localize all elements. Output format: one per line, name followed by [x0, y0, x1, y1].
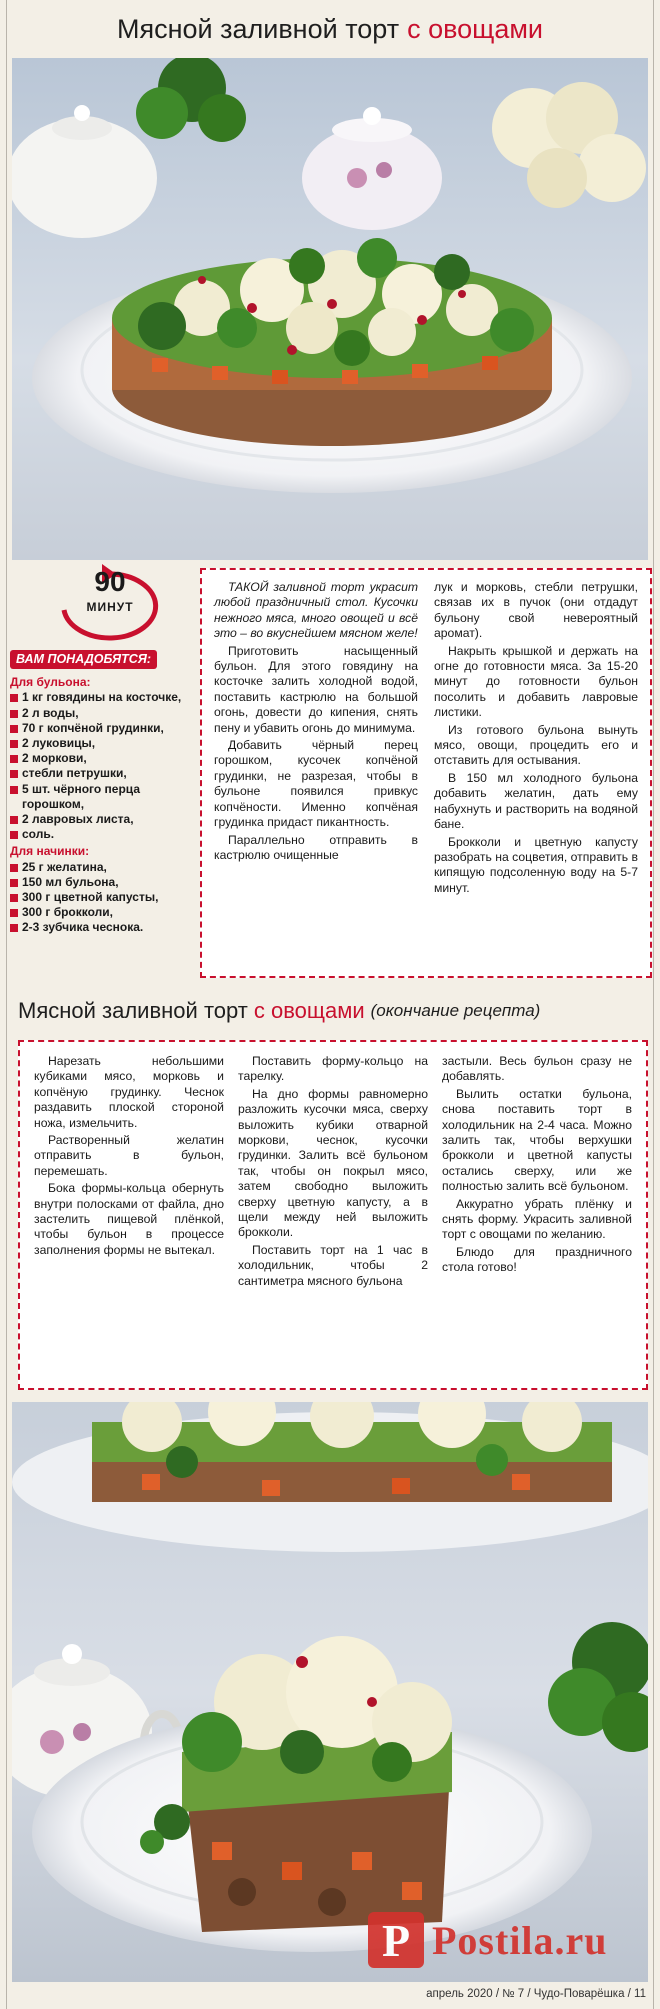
ingredient-item: 2-3 зубчика чеснока.: [10, 920, 192, 935]
ingredient-item: 25 г желатина,: [10, 860, 192, 875]
ingredient-item: 300 г цветной капусты,: [10, 890, 192, 905]
ingredient-item: 150 мл бульона,: [10, 875, 192, 890]
ingredients-panel: [10, 650, 192, 936]
recipe-step: застыли. Весь бульон сразу не добавлять.: [442, 1054, 632, 1084]
recipe-step: Накрыть крышкой и держать на огне до готовности мяса. За 15-20 минут до готовности бульон посолить и добавить лавровые листики.: [434, 643, 638, 720]
ingredient-item: 2 л воды,: [10, 706, 192, 721]
ingredient-item: 300 г брокколи,: [10, 905, 192, 920]
ingredient-item: стебли петрушки,: [10, 766, 192, 781]
recipe-step: На дно формы равномерно разложить кусочки мяса, сверху выложить кубики отварной моркови, чеснок, кусочки грудинки. Залить всё бульоном так, чтобы он покрыл мясо, затем свободно выложить сверху цветную капусту, а в щели между ней выложить брокколи.: [238, 1086, 428, 1240]
recipe-step: Аккуратно убрать плёнку и снять форму. Украсить заливной торт с овощами по желанию.: [442, 1196, 632, 1242]
recipe-step: Нарезать небольшими кубиками мясо, морковь и копчёную грудинку. Чеснок раздавить плоской стороной ножа, измельчить.: [34, 1054, 224, 1130]
header-title-accent: с овощами: [407, 13, 544, 44]
bottom-dish-illustration: [12, 1402, 648, 1982]
recipe-step: В 150 мл холодного бульона добавить желатин, дать ему набухнуть и растворить на водяной бане.: [434, 770, 638, 832]
section2-title-accent: с овощами: [253, 998, 365, 1023]
recipe-step: лук и морковь, стебли петрушки, связав их в пучок (они отдадут бульону свой невероятный аромат).: [434, 580, 638, 641]
recipe-part2-col3: [442, 1054, 632, 1376]
top-dish-illustration: [12, 58, 648, 560]
ingredient-item: 2 моркови,: [10, 751, 192, 766]
recipe-step: Приготовить насыщенный бульон. Для этого говядину на косточке залить холодной водой, поставить кастрюлю на большой огонь, довести до кипения, снять пену и убавить огонь до минимума.: [214, 643, 418, 735]
section2-heading: [18, 992, 648, 1030]
recipe-part2-col1: [34, 1054, 224, 1376]
ingredient-item: соль.: [10, 827, 192, 842]
recipe-step: Поставить форму-кольцо на тарелку.: [238, 1054, 428, 1084]
recipe-step: Поставить торт на 1 час в холодильник, чтобы 2 сантиметра мясного бульона: [238, 1242, 428, 1288]
postila-watermark: [368, 1908, 658, 1972]
ingredients-group-broth-label: Для бульона:: [10, 675, 91, 690]
recipe-part2-box: [18, 1040, 648, 1390]
top-dish-photo: [12, 58, 648, 560]
postila-logo-icon: P: [368, 1912, 424, 1968]
recipe-part1-box: [200, 568, 652, 978]
recipe-step: Вылить остатки бульона, снова поставить торт в холодильник на 2-4 часа. Можно залить так, чтобы верхушки брокколи и цветной капусты остались сверху, или же полностью залить всё бульоном.: [442, 1086, 632, 1194]
ingredients-group-filling-label: Для начинки:: [10, 844, 90, 859]
ingredients-title: ВАМ ПОНАДОБЯТСЯ:: [10, 650, 157, 669]
bottom-dish-photo: [12, 1402, 648, 1982]
timer-value: 90: [94, 566, 126, 597]
ingredient-item: 1 кг говядины на косточке,: [10, 690, 192, 705]
cooking-time-badge: [50, 560, 170, 642]
ingredient-item: 70 г копчёной грудинки,: [10, 721, 192, 736]
recipe-part1-col2: [434, 580, 638, 966]
section2-title-main: Мясной заливной торт: [18, 998, 248, 1023]
header-title-main: Мясной заливной торт: [116, 13, 400, 44]
recipe-step: Добавить чёрный перец горошком, кусочек копчёной грудинки, не разрезая, чтобы в бульоне появился привкус копчёности. Именно копчёная грудинка придаст пикантность.: [214, 738, 418, 830]
ingredients-broth-list: [10, 690, 192, 842]
recipe-intro: ТАКОЙ заливной торт украсит любой праздничный стол. Кусочки нежного мяса, много овощей и всё это – во вкуснейшем мясном желе!: [214, 580, 418, 641]
whole-cake-background: [12, 1402, 648, 1552]
postila-watermark-text: Postila.ru: [432, 1917, 608, 1963]
recipe-step: Растворенный желатин отправить в бульон, перемешать.: [34, 1133, 224, 1178]
section2-title-tag: (окончание рецепта): [370, 1001, 541, 1020]
ingredients-filling-list: [10, 860, 192, 936]
ingredient-item: 2 лавровых листа,: [10, 812, 192, 827]
recipe-step: Из готового бульона вынуть мясо, овощи, процедить его и отставить для остывания.: [434, 722, 638, 768]
recipe-part1-col1: [214, 580, 418, 966]
recipe-part2-col2: [238, 1054, 428, 1376]
page-header: [0, 0, 660, 58]
recipe-step: Бока формы-кольца обернуть внутри полосками от файла, дно застелить пищевой плёнкой, чтобы бульон в процессе заполнения формы не вытекал.: [34, 1181, 224, 1257]
recipe-step: Блюдо для праздничного стола готово!: [442, 1244, 632, 1275]
recipe-step: Брокколи и цветную капусту разобрать на соцветия, отправить в кипящую подсоленную воду на 5-7 минут.: [434, 834, 638, 895]
ingredient-item: 5 шт. чёрного перца горошком,: [10, 782, 192, 812]
ingredient-item: 2 луковицы,: [10, 736, 192, 751]
page-footer: апрель 2020 / № 7 / Чудо-Поварёшка / 11: [426, 1988, 646, 2000]
timer-unit: МИНУТ: [86, 600, 134, 614]
recipe-step: Параллельно отправить в кастрюлю очищенные: [214, 832, 418, 862]
